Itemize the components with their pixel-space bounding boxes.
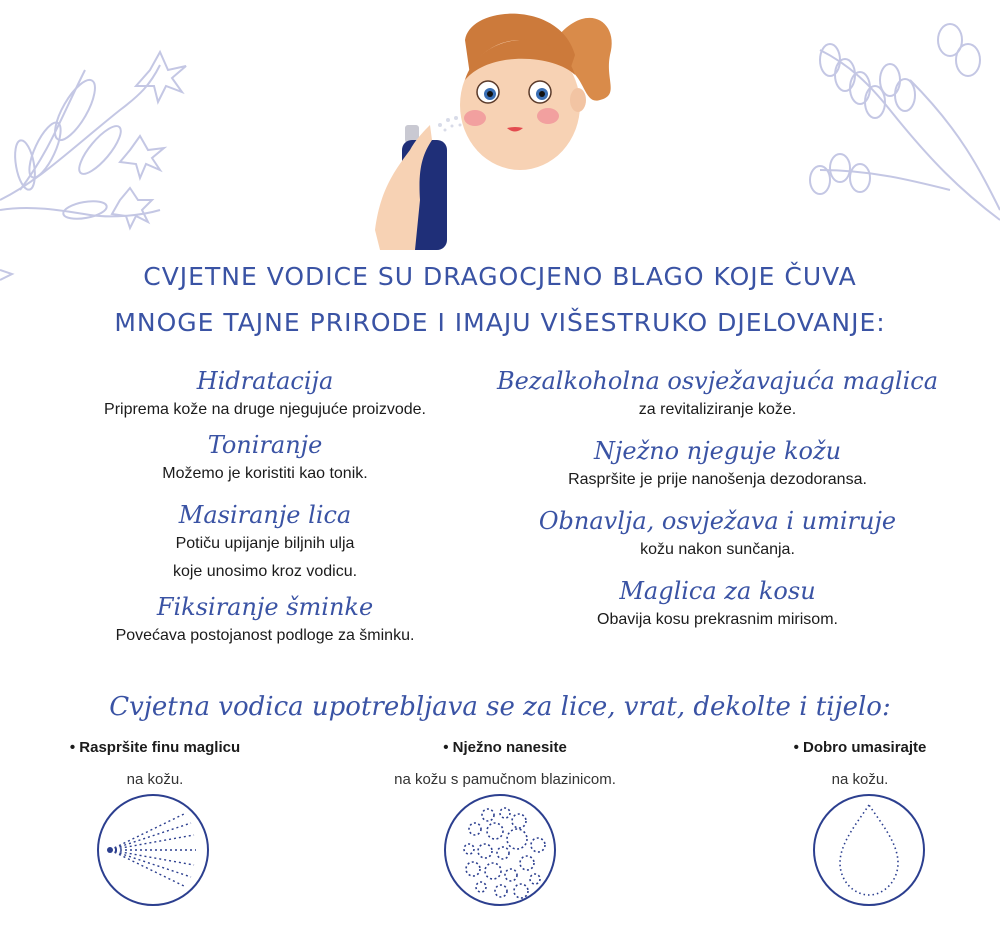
usage-item-title: • Nježno nanesite <box>443 739 567 756</box>
benefit-description: koje unosimo kroz vodicu. <box>172 563 358 580</box>
benefits-left-column <box>40 366 490 650</box>
usage-item-title: • Raspršite finu maglicu <box>69 739 241 756</box>
benefit-hair-mist <box>490 576 945 634</box>
benefit-toning <box>40 430 490 488</box>
benefit-makeup-fixing <box>40 592 490 650</box>
benefit-title: Toniranje <box>207 431 323 459</box>
benefit-description: Raspršite je prije nanošenja dezodoransa. <box>568 471 867 488</box>
headline-line-1: CVJETNE VODICE SU DRAGOCJENO BLAGO KOJE ČUVA <box>143 262 857 291</box>
benefit-title: Nježno njeguje kožu <box>593 437 842 465</box>
benefits-right-column <box>490 366 945 634</box>
benefit-face-massage <box>40 500 490 586</box>
usage-item-spray <box>5 736 305 796</box>
benefit-alcohol-free-mist <box>490 366 945 424</box>
benefit-description: Povećava postojanost podloge za šminku. <box>115 627 415 644</box>
usage-item-massage <box>710 736 1000 796</box>
cotton-pads-icon <box>443 793 557 907</box>
usage-item-apply <box>355 736 655 796</box>
usage-item-description: na kožu s pamučnom blazinicom. <box>394 771 616 788</box>
benefit-title: Hidratacija <box>196 367 334 395</box>
spray-icon <box>96 793 210 907</box>
benefit-title: Masiranje lica <box>178 501 352 529</box>
benefit-hydration <box>40 366 490 424</box>
headline-line-2: MNOGE TAJNE PRIRODE I IMAJU VIŠESTRUKO DJELOVANJE: <box>114 308 886 337</box>
usage-item-description: na kožu. <box>126 771 184 788</box>
benefit-title: Maglica za kosu <box>619 577 816 605</box>
benefit-description: kožu nakon sunčanja. <box>640 541 795 558</box>
usage-item-title: • Dobro umasirajte <box>793 739 927 756</box>
benefit-description: Potiču upijanje biljnih ulja <box>175 535 355 552</box>
girl-spray-illustration <box>370 0 630 255</box>
drop-icon <box>812 793 926 907</box>
benefit-description: Priprema kože na druge njegujuće proizvode. <box>104 401 426 418</box>
usage-title: Cvjetna vodica upotrebljava se za lice, vrat, dekolte i tijelo: <box>109 692 891 722</box>
floral-illustration-left <box>0 40 200 280</box>
benefit-description: Obavija kosu prekrasnim mirisom. <box>597 611 838 628</box>
benefit-title: Bezalkoholna osvježavajuća maglica <box>496 367 939 395</box>
lavender-illustration-right <box>790 20 1000 230</box>
benefit-after-sun <box>490 506 945 564</box>
benefit-description: Možemo je koristiti kao tonik. <box>162 465 368 482</box>
benefit-description: za revitaliziranje kože. <box>638 401 797 418</box>
usage-item-description: na kožu. <box>831 771 889 788</box>
benefit-title: Obnavlja, osvježava i umiruje <box>538 507 897 535</box>
benefit-title: Fiksiranje šminke <box>156 593 374 621</box>
benefit-gentle-care <box>490 436 945 494</box>
